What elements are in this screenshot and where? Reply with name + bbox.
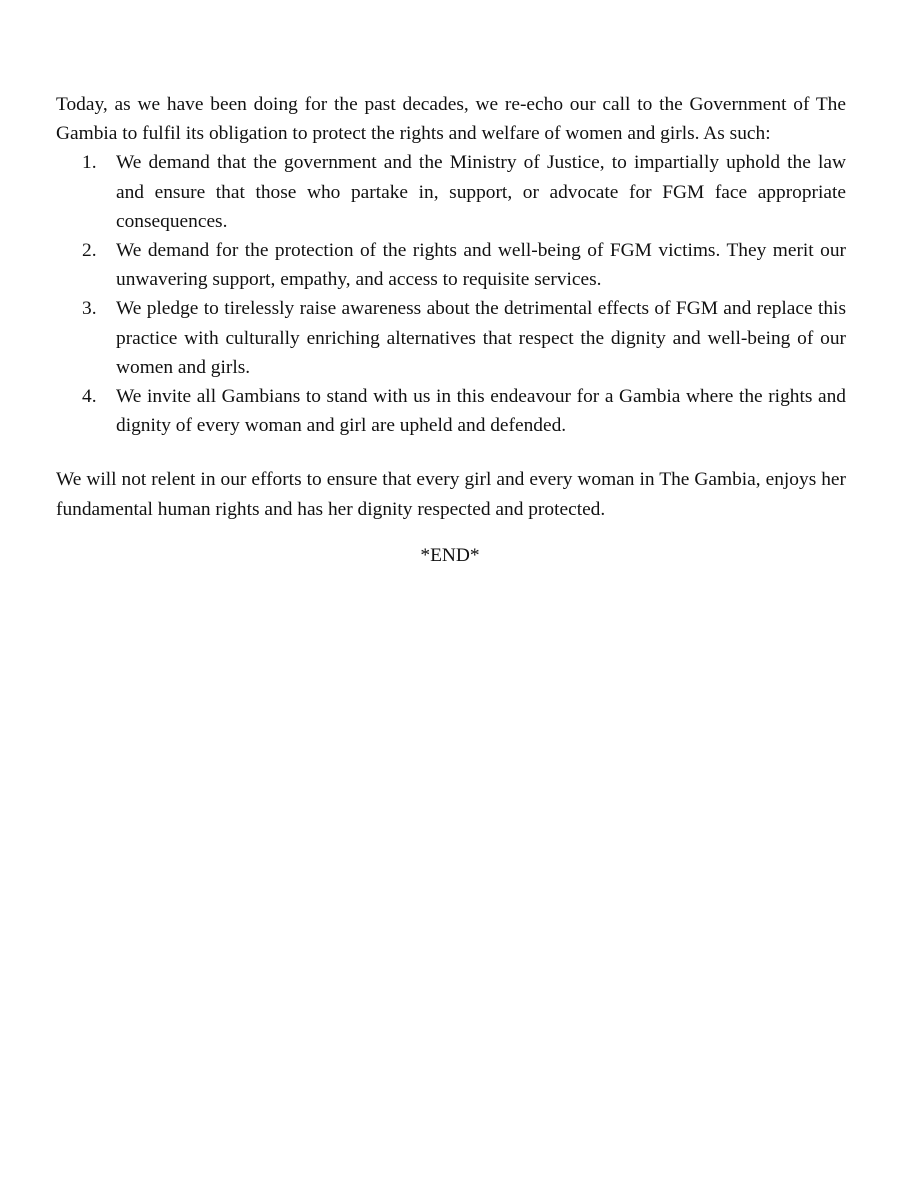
list-item-number: 1. bbox=[82, 152, 97, 174]
list-item bbox=[56, 236, 846, 294]
document-body bbox=[56, 90, 846, 570]
list-item-number: 3. bbox=[82, 298, 97, 320]
list-item-number: 4. bbox=[82, 386, 97, 408]
list-item-text: We pledge to tirelessly raise awareness about the detrimental effects of FGM and replace this practice with culturally enriching alternatives that respect the dignity and well-being of our women and girls. bbox=[116, 298, 846, 378]
intro-paragraph: Today, as we have been doing for the past decades, we re-echo our call to the Government of The Gambia to fulfil its obligation to protect the rights and welfare of women and girls. As such: bbox=[56, 94, 846, 145]
list-item bbox=[56, 148, 846, 236]
list-item bbox=[56, 382, 846, 440]
closing-paragraph: We will not relent in our efforts to ensure that every girl and every woman in The Gambia, enjoys her fundamental human rights and has her dignity respected and protected. bbox=[56, 469, 846, 520]
demands-list bbox=[56, 148, 846, 440]
list-item-text: We invite all Gambians to stand with us in this endeavour for a Gambia where the rights and dignity of every woman and girl are upheld and defended. bbox=[116, 386, 846, 437]
list-item-text: We demand that the government and the Ministry of Justice, to impartially uphold the law and ensure that those who partake in, support, or advocate for FGM face appropriate consequences. bbox=[116, 152, 846, 232]
list-item-text: We demand for the protection of the rights and well-being of FGM victims. They merit our unwavering support, empathy, and access to requisite services. bbox=[116, 240, 846, 291]
list-item bbox=[56, 294, 846, 382]
end-mark: *END* bbox=[420, 544, 480, 566]
list-item-number: 2. bbox=[82, 240, 97, 262]
